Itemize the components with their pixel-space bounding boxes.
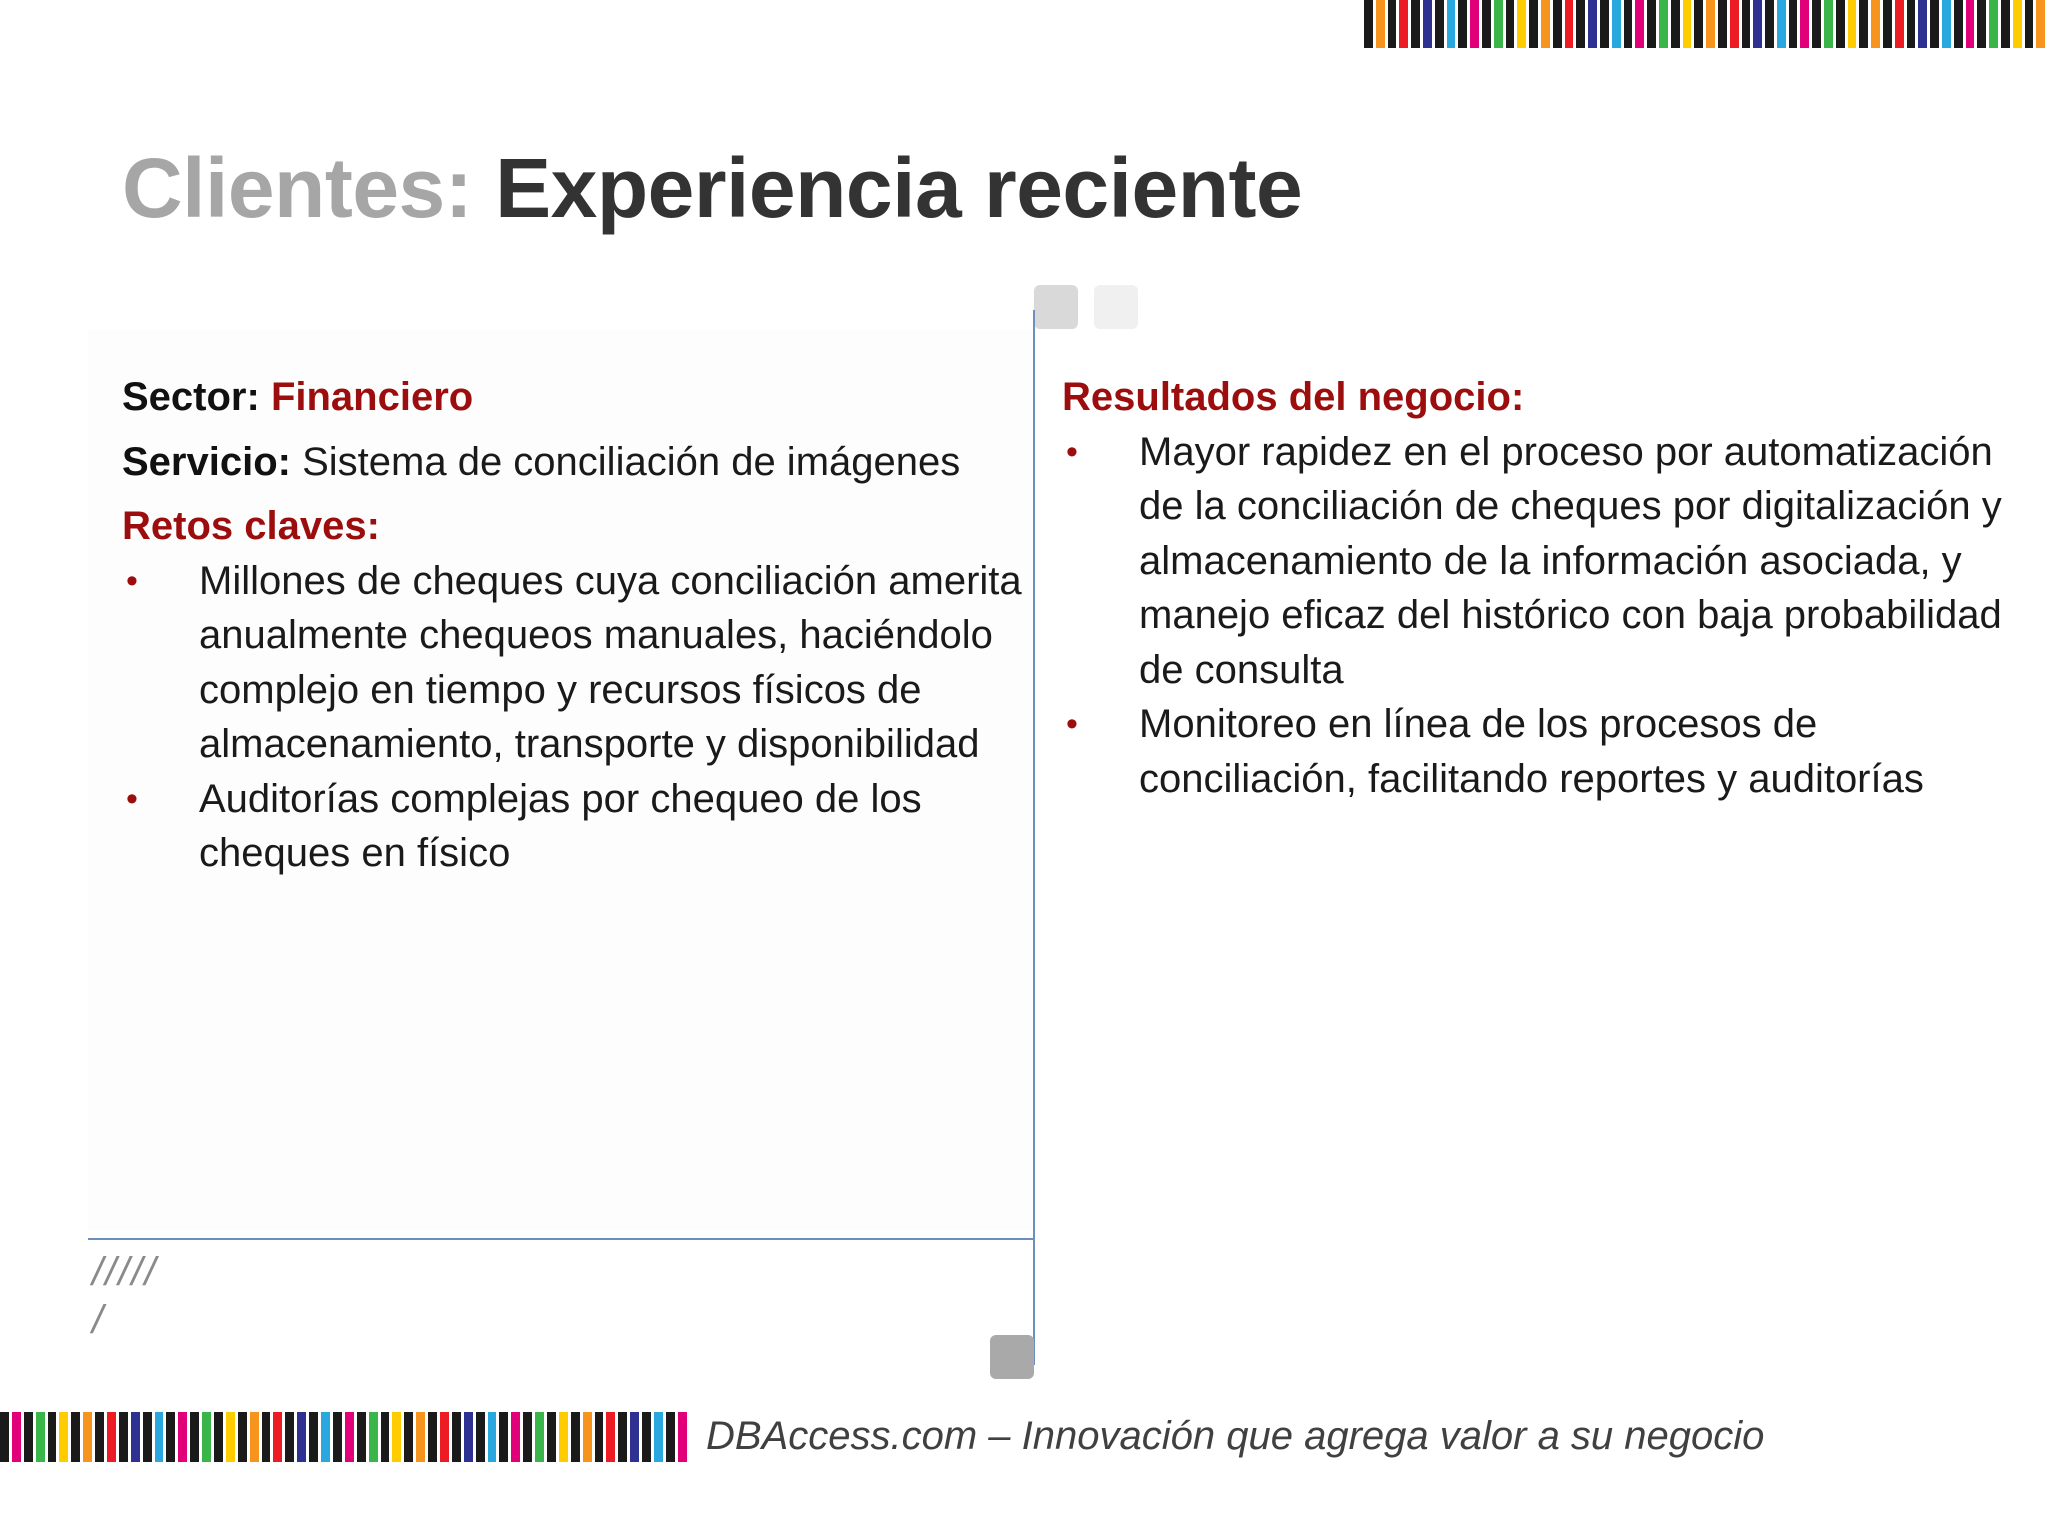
list-item-text: Monitoreo en línea de los procesos de conciliación, facilitando reportes y auditorías	[1139, 702, 1924, 801]
stripe-bar	[1742, 0, 1751, 48]
stripe-bar	[499, 1412, 508, 1462]
stripe-bar	[476, 1412, 485, 1462]
left-column	[122, 370, 1022, 881]
stripe-bar	[381, 1412, 390, 1462]
stripe-bar	[1883, 0, 1892, 48]
page-title	[122, 140, 1302, 237]
list-item	[1062, 697, 2002, 806]
list-item	[122, 554, 1022, 772]
stripe-bar	[523, 1412, 532, 1462]
footer-tagline: DBAccess.com – Innovación que agrega valor a su negocio	[706, 1414, 1765, 1458]
stripe-bar	[1753, 0, 1762, 48]
bullet-icon: •	[1066, 705, 1078, 743]
list-item-text: Auditorías complejas por chequeo de los cheques en físico	[199, 776, 922, 875]
sector-row	[122, 370, 1022, 425]
stripe-bar	[71, 1412, 80, 1462]
stripe-bar	[1895, 0, 1904, 48]
stripe-bar	[416, 1412, 425, 1462]
stripe-bar	[1930, 0, 1939, 48]
bullet-icon: •	[126, 779, 138, 818]
stripe-bar	[1694, 0, 1703, 48]
stripe-bar	[166, 1412, 175, 1462]
slashes-line-1: /////	[92, 1250, 158, 1294]
stripe-bar	[1977, 0, 1986, 48]
vertical-divider	[1033, 310, 1035, 1365]
stripe-bar	[1907, 0, 1916, 48]
stripe-bar	[1871, 0, 1880, 48]
stripe-bar	[642, 1412, 651, 1462]
title-prefix: Clientes:	[122, 141, 473, 235]
stripe-bar	[1529, 0, 1538, 48]
stripe-bar	[1989, 0, 1998, 48]
stripe-bar	[595, 1412, 604, 1462]
bottom-color-stripes	[0, 1412, 690, 1462]
retos-list	[122, 554, 1022, 881]
stripe-bar	[1565, 0, 1574, 48]
stripe-bar	[119, 1412, 128, 1462]
stripe-bar	[1954, 0, 1963, 48]
stripe-bar	[1848, 0, 1857, 48]
stripe-bar	[1458, 0, 1467, 48]
stripe-bar	[1671, 0, 1680, 48]
stripe-bar	[1836, 0, 1845, 48]
horizontal-divider	[88, 1238, 1034, 1240]
stripe-bar	[238, 1412, 247, 1462]
stripe-bar	[452, 1412, 461, 1462]
stripe-bar	[1612, 0, 1621, 48]
right-column	[1062, 370, 2002, 806]
stripe-bar	[59, 1412, 68, 1462]
servicio-value: Sistema de conciliación de imágenes	[302, 439, 961, 484]
sector-label: Sector:	[122, 375, 260, 419]
stripe-bar	[214, 1412, 223, 1462]
stripe-bar	[392, 1412, 401, 1462]
stripe-bar	[36, 1412, 45, 1462]
stripe-bar	[654, 1412, 663, 1462]
stripe-bar	[83, 1412, 92, 1462]
slash-decoration	[92, 1248, 158, 1344]
stripe-bar	[321, 1412, 330, 1462]
bullet-icon: •	[1066, 432, 1078, 471]
stripe-bar	[1553, 0, 1562, 48]
retos-heading: Retos claves:	[122, 504, 380, 548]
stripe-bar	[95, 1412, 104, 1462]
stripe-bar	[1859, 0, 1868, 48]
stripe-bar	[273, 1412, 282, 1462]
stripe-bar	[440, 1412, 449, 1462]
stripe-bar	[464, 1412, 473, 1462]
stripe-bar	[571, 1412, 580, 1462]
decor-square-light	[1094, 285, 1138, 329]
stripe-bar	[630, 1412, 639, 1462]
stripe-bar	[2036, 0, 2045, 48]
stripe-bar	[1718, 0, 1727, 48]
title-main: Experiencia reciente	[495, 141, 1303, 235]
stripe-bar	[190, 1412, 199, 1462]
stripe-bar	[309, 1412, 318, 1462]
stripe-bar	[1659, 0, 1668, 48]
stripe-bar	[107, 1412, 116, 1462]
list-item	[1062, 425, 2002, 698]
stripe-bar	[678, 1412, 687, 1462]
stripe-bar	[357, 1412, 366, 1462]
stripe-bar	[1435, 0, 1444, 48]
stripe-bar	[12, 1412, 21, 1462]
stripe-bar	[1399, 0, 1408, 48]
stripe-bar	[618, 1412, 627, 1462]
stripe-bar	[369, 1412, 378, 1462]
stripe-bar	[333, 1412, 342, 1462]
stripe-bar	[404, 1412, 413, 1462]
stripe-bar	[285, 1412, 294, 1462]
stripe-bar	[1683, 0, 1692, 48]
stripe-bar	[511, 1412, 520, 1462]
stripe-bar	[2025, 0, 2034, 48]
stripe-bar	[547, 1412, 556, 1462]
stripe-bar	[1706, 0, 1715, 48]
stripe-bar	[155, 1412, 164, 1462]
stripe-bar	[535, 1412, 544, 1462]
stripe-bar	[1576, 0, 1585, 48]
stripe-bar	[1376, 0, 1385, 48]
stripe-bar	[1388, 0, 1397, 48]
stripe-bar	[178, 1412, 187, 1462]
decor-square-bottom	[990, 1335, 1034, 1379]
servicio-label: Servicio:	[122, 439, 291, 484]
stripe-bar	[666, 1412, 675, 1462]
stripe-bar	[1647, 0, 1656, 48]
stripe-bar	[1470, 0, 1479, 48]
stripe-bar	[1482, 0, 1491, 48]
stripe-bar	[131, 1412, 140, 1462]
stripe-bar	[202, 1412, 211, 1462]
stripe-bar	[1918, 0, 1927, 48]
stripe-bar	[1765, 0, 1774, 48]
stripe-bar	[24, 1412, 33, 1462]
list-item-text: Mayor rapidez en el proceso por automatización de la conciliación de cheques por digitalización y almacenamiento de la información asociada, y manejo eficaz del histórico con baja probabilidad de consulta	[1139, 429, 2002, 692]
stripe-bar	[1800, 0, 1809, 48]
stripe-bar	[1517, 0, 1526, 48]
stripe-bar	[1588, 0, 1597, 48]
stripe-bar	[1942, 0, 1951, 48]
stripe-bar	[2001, 0, 2010, 48]
stripe-bar	[1624, 0, 1633, 48]
stripe-bar	[226, 1412, 235, 1462]
servicio-row	[122, 435, 1022, 490]
stripe-bar	[345, 1412, 354, 1462]
list-item-text: Millones de cheques cuya conciliación amerita anualmente chequeos manuales, haciéndolo complejo en tiempo y recursos físicos de almacenamiento, transporte y disponibilidad	[199, 558, 1022, 766]
stripe-bar	[1812, 0, 1821, 48]
stripe-bar	[1777, 0, 1786, 48]
stripe-bar	[143, 1412, 152, 1462]
decor-square-dark	[1034, 285, 1078, 329]
stripe-bar	[1789, 0, 1798, 48]
bullet-icon: •	[126, 561, 138, 600]
stripe-bar	[1411, 0, 1420, 48]
resultados-heading: Resultados del negocio:	[1062, 375, 1525, 419]
stripe-bar	[583, 1412, 592, 1462]
list-item	[122, 772, 1022, 881]
stripe-bar	[297, 1412, 306, 1462]
stripe-bar	[1423, 0, 1432, 48]
stripe-bar	[262, 1412, 271, 1462]
stripe-bar	[428, 1412, 437, 1462]
stripe-bar	[559, 1412, 568, 1462]
stripe-bar	[1966, 0, 1975, 48]
stripe-bar	[1730, 0, 1739, 48]
top-color-stripes	[1364, 0, 2048, 48]
stripe-bar	[606, 1412, 615, 1462]
stripe-bar	[1824, 0, 1833, 48]
stripe-bar	[48, 1412, 57, 1462]
slashes-line-2: /	[92, 1298, 106, 1342]
stripe-bar	[250, 1412, 259, 1462]
sector-value: Financiero	[270, 375, 474, 419]
resultados-list	[1062, 425, 2002, 807]
stripe-bar	[1447, 0, 1456, 48]
stripe-bar	[1541, 0, 1550, 48]
stripe-bar	[1506, 0, 1515, 48]
stripe-bar	[1600, 0, 1609, 48]
stripe-bar	[1364, 0, 1373, 48]
stripe-bar	[1494, 0, 1503, 48]
stripe-bar	[488, 1412, 497, 1462]
stripe-bar	[0, 1412, 9, 1462]
stripe-bar	[2013, 0, 2022, 48]
stripe-bar	[1635, 0, 1644, 48]
